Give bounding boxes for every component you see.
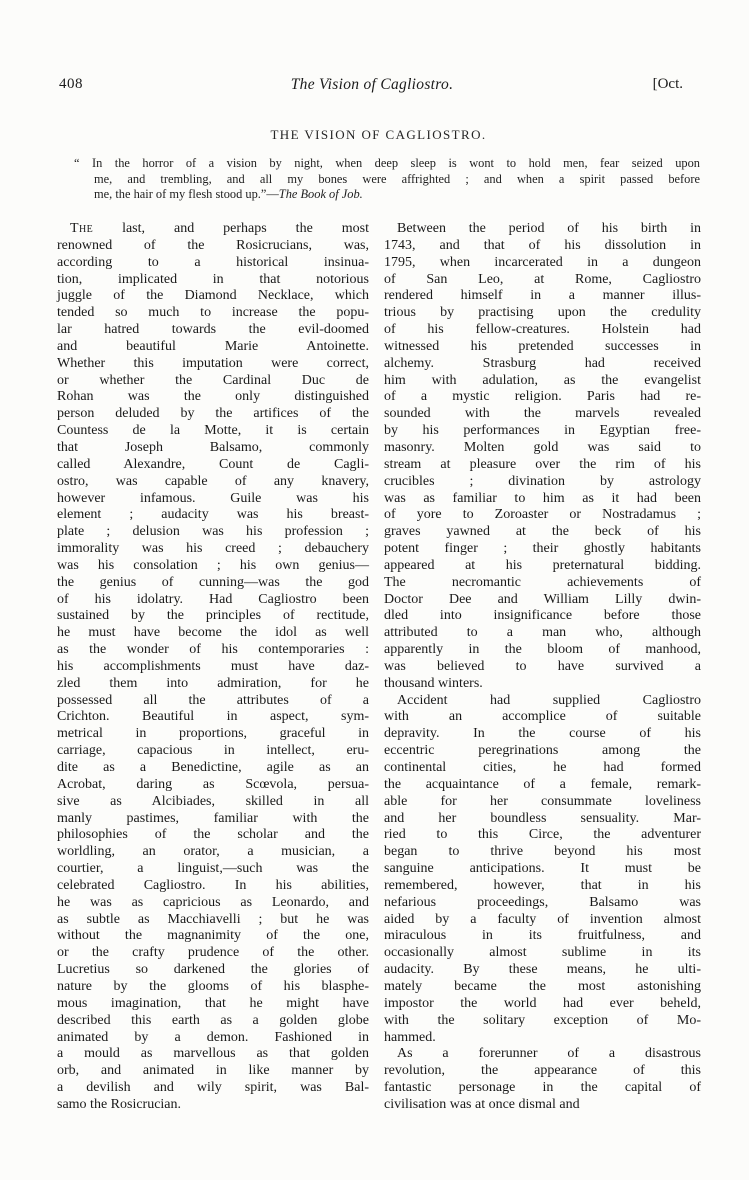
text-line: tended so much to increase the popu- — [57, 305, 369, 321]
text-line: apparently in the bloom of manhood, — [384, 642, 701, 658]
text-line: and her boundless sensuality. Mar- — [384, 810, 701, 826]
column-right — [384, 221, 701, 1114]
text-line: worldling, an orator, a musician, a — [57, 844, 369, 860]
text-line: ostro, was capable of any knavery, — [57, 473, 369, 489]
text-line: was believed to have survived a — [384, 658, 701, 674]
text-line: sounded with the marvels revealed — [384, 406, 701, 422]
text-line: depravity. In the course of his — [384, 726, 701, 742]
page-header — [57, 76, 687, 98]
text-line: revolution, the appearance of this — [384, 1063, 701, 1079]
text-line: trious by practising upon the credulity — [384, 305, 701, 321]
text-line: attributed to a man who, although — [384, 625, 701, 641]
text-line: impostor the world had ever beheld, — [384, 995, 701, 1011]
text-line: sive as Alcibiades, skilled in all — [57, 793, 369, 809]
text-line: thousand winters. — [384, 675, 483, 691]
text-line: Between the period of his birth in — [397, 221, 701, 236]
text-line: Acrobat, daring as Scœvola, persua- — [57, 776, 369, 792]
paragraph — [384, 693, 701, 1047]
text-line: sanguine anticipations. It must be — [384, 861, 701, 877]
epigraph — [74, 156, 700, 203]
text-line: was as familiar to him as it had been — [384, 490, 701, 506]
text-line: As a forerunner of a disastrous — [397, 1046, 701, 1062]
epigraph-line: me, the hair of my flesh stood up.”—The Book of Job. — [94, 187, 363, 202]
text-line: of San Leo, at Rome, Cagliostro — [384, 271, 701, 287]
epigraph-line: “ In the horror of a vision by night, when deep sleep is wont to hold men, fear seized upon — [74, 156, 700, 170]
epigraph-line: me, and trembling, and all my bones were affrighted ; and when a spirit passed before — [94, 171, 700, 186]
text-line: nefarious proceedings, Balsamo was — [384, 894, 701, 910]
text-line: as the wonder of his contemporaries : — [57, 642, 369, 658]
text-line: miraculous in its fruitfulness, and — [384, 928, 701, 944]
text-line: Crichton. Beautiful in aspect, sym- — [57, 709, 369, 725]
text-line: of a mystic religion. Paris had re- — [384, 389, 701, 405]
text-line: possessed all the attributes of a — [57, 692, 369, 708]
text-line: Lucretius so darkened the glories of — [57, 962, 369, 978]
text-line: manly pastimes, familiar with the — [57, 810, 369, 826]
text-line: philosophies of the scholar and the — [57, 827, 369, 843]
text-line: he was as capricious as Leonardo, and — [57, 894, 369, 910]
text-line: courtier, a linguist,—such was the — [57, 861, 369, 877]
running-title: The Vision of Cagliostro. — [290, 76, 454, 93]
text-line: was his consolation ; his own genius— — [57, 557, 369, 573]
text-line: occasionally almost sublime in its — [384, 945, 701, 961]
text-line: hammed. — [384, 1029, 436, 1045]
text-line: tion, implicated in that notorious — [57, 271, 369, 287]
text-line: however infamous. Guile was his — [57, 490, 369, 506]
text-line: sustained by the principles of rectitude, — [57, 608, 369, 624]
text-line: element ; audacity was his breast- — [57, 507, 369, 523]
text-line: according to a historical insinua- — [57, 254, 369, 270]
paragraph — [57, 221, 369, 1114]
text-line: orb, and animated in like manner by — [57, 1063, 369, 1079]
text-line: The last, and perhaps the most — [70, 221, 369, 236]
text-line: plate ; delusion was his profession ; — [57, 524, 369, 540]
text-line: renowned of the Rosicrucians, was, — [57, 237, 369, 253]
text-line: civilisation was at once dismal and — [384, 1096, 580, 1112]
text-line: fantastic personage in the capital of — [384, 1080, 701, 1096]
text-line: person deluded by the artifices of the — [57, 406, 369, 422]
text-line: Rohan was the only distinguished — [57, 389, 369, 405]
text-line: ried to this Circe, the adventurer — [384, 827, 701, 843]
text-line: audacity. By these means, he ulti- — [384, 962, 701, 978]
text-line: a devilish and wily spirit, was Bal- — [57, 1080, 369, 1096]
text-line: that Joseph Balsamo, commonly — [57, 439, 369, 455]
text-line: 1743, and that of his dissolution in — [384, 237, 701, 253]
text-line: nature by the glooms of his blasphe- — [57, 978, 369, 994]
text-line: crucibles ; divination by astrology — [384, 473, 701, 489]
text-line: by his performances in Egyptian free- — [384, 423, 701, 439]
text-line: the genius of cunning—was the god — [57, 574, 369, 590]
text-line: masonry. Molten gold was said to — [384, 439, 701, 455]
text-line: of his fellow-creatures. Holstein had — [384, 322, 701, 338]
text-line: alchemy. Strasburg had received — [384, 355, 701, 371]
text-line: him with adulation, as the evangelist — [384, 372, 701, 388]
text-line: mately became the most astonishing — [384, 978, 701, 994]
text-line: carriage, capacious in intellect, eru- — [57, 743, 369, 759]
article-heading: THE VISION OF CAGLIOSTRO. — [270, 127, 487, 142]
text-line: stream at pleasure over the rim of his — [384, 456, 701, 472]
column-left — [57, 221, 369, 1114]
text-line: he must have become the idol as well — [57, 625, 369, 641]
text-line: animated by a demon. Fashioned in — [57, 1029, 369, 1045]
text-line: rendered himself in a manner illus- — [384, 288, 701, 304]
text-line: dled into insignificance before those — [384, 608, 701, 624]
paragraph — [384, 221, 701, 693]
text-line: as subtle as Macchiavelli ; but he was — [57, 911, 369, 927]
text-line: aided by a faculty of invention almost — [384, 911, 701, 927]
text-line: The necromantic achievements of — [384, 574, 701, 590]
text-line: lar hatred towards the evil-doomed — [57, 322, 369, 338]
text-line: graves yawned at the beck of his — [384, 524, 701, 540]
text-line: with the solitary exception of Mo- — [384, 1012, 701, 1028]
text-line: began to thrive beyond his most — [384, 844, 701, 860]
text-line: remembered, however, that in his — [384, 877, 701, 893]
epigraph-source: The Book of Job. — [278, 187, 363, 202]
issue-date: [Oct. — [652, 76, 683, 92]
text-line: immorality was his creed ; debauchery — [57, 541, 369, 557]
text-line: Whether this imputation were correct, — [57, 355, 369, 371]
text-line: appeared at his preternatural bidding. — [384, 557, 701, 573]
text-line: Countess de la Motte, it is certain — [57, 423, 369, 439]
text-line: called Alexandre, Count de Cagli- — [57, 456, 369, 472]
text-line: potent finger ; their ghostly habitants — [384, 541, 701, 557]
text-line: witnessed his pretended successes in — [384, 338, 701, 354]
text-line: described this earth as a golden globe — [57, 1012, 369, 1028]
text-line: dite as a Benedictine, agile as an — [57, 760, 369, 775]
text-line: or whether the Cardinal Duc de — [57, 372, 369, 388]
text-line: zled them into admiration, for he — [57, 675, 369, 691]
text-line: continental cities, he had formed — [384, 760, 701, 775]
text-line: juggle of the Diamond Necklace, which — [57, 288, 369, 304]
text-line: of yore to Zoroaster or Nostradamus ; — [384, 507, 701, 523]
text-line: without the magnanimity of the one, — [57, 928, 369, 944]
text-line: of his idolatry. Had Cagliostro been — [57, 591, 369, 607]
text-line: his accomplishments must have daz- — [57, 658, 369, 674]
lead-small-caps: The — [70, 221, 94, 236]
text-line: with an accomplice of suitable — [384, 709, 701, 725]
paragraph — [384, 1046, 701, 1113]
text-line: celebrated Cagliostro. In his abilities, — [57, 877, 369, 893]
text-line: the acquaintance of a female, remark- — [384, 776, 701, 792]
text-line: metrical in proportions, graceful in — [57, 726, 369, 742]
text-line: 1795, when incarcerated in a dungeon — [384, 254, 701, 270]
text-line: and beautiful Marie Antoinette. — [57, 338, 369, 354]
text-line: or the crafty prudence of the other. — [57, 945, 369, 961]
text-line: able for her consummate loveliness — [384, 793, 701, 809]
page-number: 408 — [59, 76, 83, 92]
text-line: Doctor Dee and William Lilly dwin- — [384, 591, 701, 607]
text-line: Accident had supplied Cagliostro — [397, 692, 701, 708]
text-line: mous imagination, that he might have — [57, 995, 369, 1011]
text-line: samo the Rosicrucian. — [57, 1096, 182, 1112]
text-line: a mould as marvellous as that golden — [57, 1046, 369, 1062]
text-line: eccentric peregrinations among the — [384, 743, 701, 759]
